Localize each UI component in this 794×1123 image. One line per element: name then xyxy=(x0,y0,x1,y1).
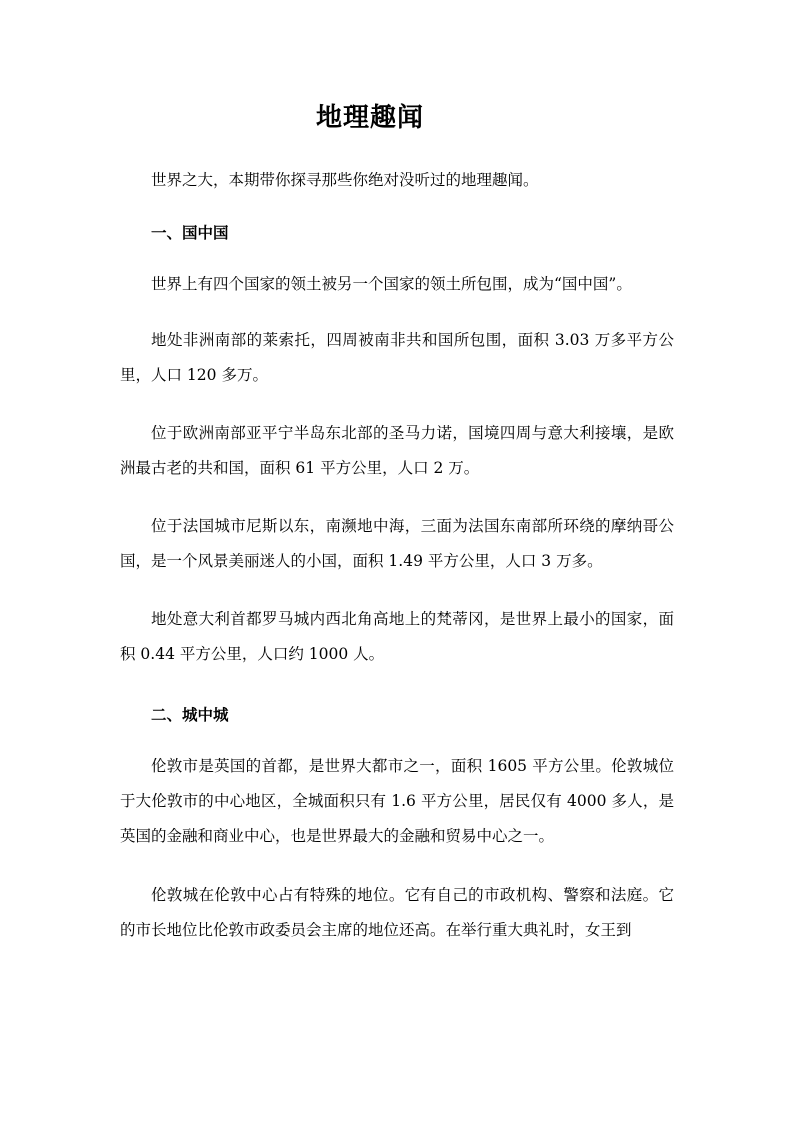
paragraph: 地处意大利首都罗马城内西北角高地上的梵蒂冈，是世界上最小的国家，面积 0.44 平方公里，人口约 1000 人。 xyxy=(120,610,674,663)
section-heading-2: 二、城中城 xyxy=(151,705,229,724)
paragraph: 位于法国城市尼斯以东，南濒地中海，三面为法国东南部所环绕的摩纳哥公国，是一个风景美丽迷人的小国，面积 1.49 平方公里，人口 3 万多。 xyxy=(120,517,674,570)
paragraph: 伦敦城在伦敦中心占有特殊的地位。它有自己的市政机构、警察和法庭。它的市长地位比伦敦市政委员会主席的地位还高。在举行重大典礼时，女王到 xyxy=(120,886,674,939)
paragraph: 世界上有四个国家的领土被另一个国家的领土所包围，成为“国中国”。 xyxy=(151,275,632,293)
paragraph: 伦敦市是英国的首都，是世界大都市之一，面积 1605 平方公里。伦敦城位于大伦敦市的中心地区，全城面积只有 1.6 平方公里，居民仅有 4000 多人，是英国的金融和商业中心，也是世界最大的金融和贸易中心之一。 xyxy=(120,757,674,845)
document-title: 地理趣闻 xyxy=(315,103,424,133)
paragraph: 位于欧洲南部亚平宁半岛东北部的圣马力诺，国境四周与意大利接壤，是欧洲最古老的共和国，面积 61 平方公里，人口 2 万。 xyxy=(120,424,674,477)
paragraph: 地处非洲南部的莱索托，四周被南非共和国所包围，面积 3.03 万多平方公里，人口 120 多万。 xyxy=(120,331,674,384)
section-heading-1: 一、国中国 xyxy=(151,223,229,242)
intro-paragraph: 世界之大，本期带你探寻那些你绝对没听过的地理趣闻。 xyxy=(151,171,539,189)
